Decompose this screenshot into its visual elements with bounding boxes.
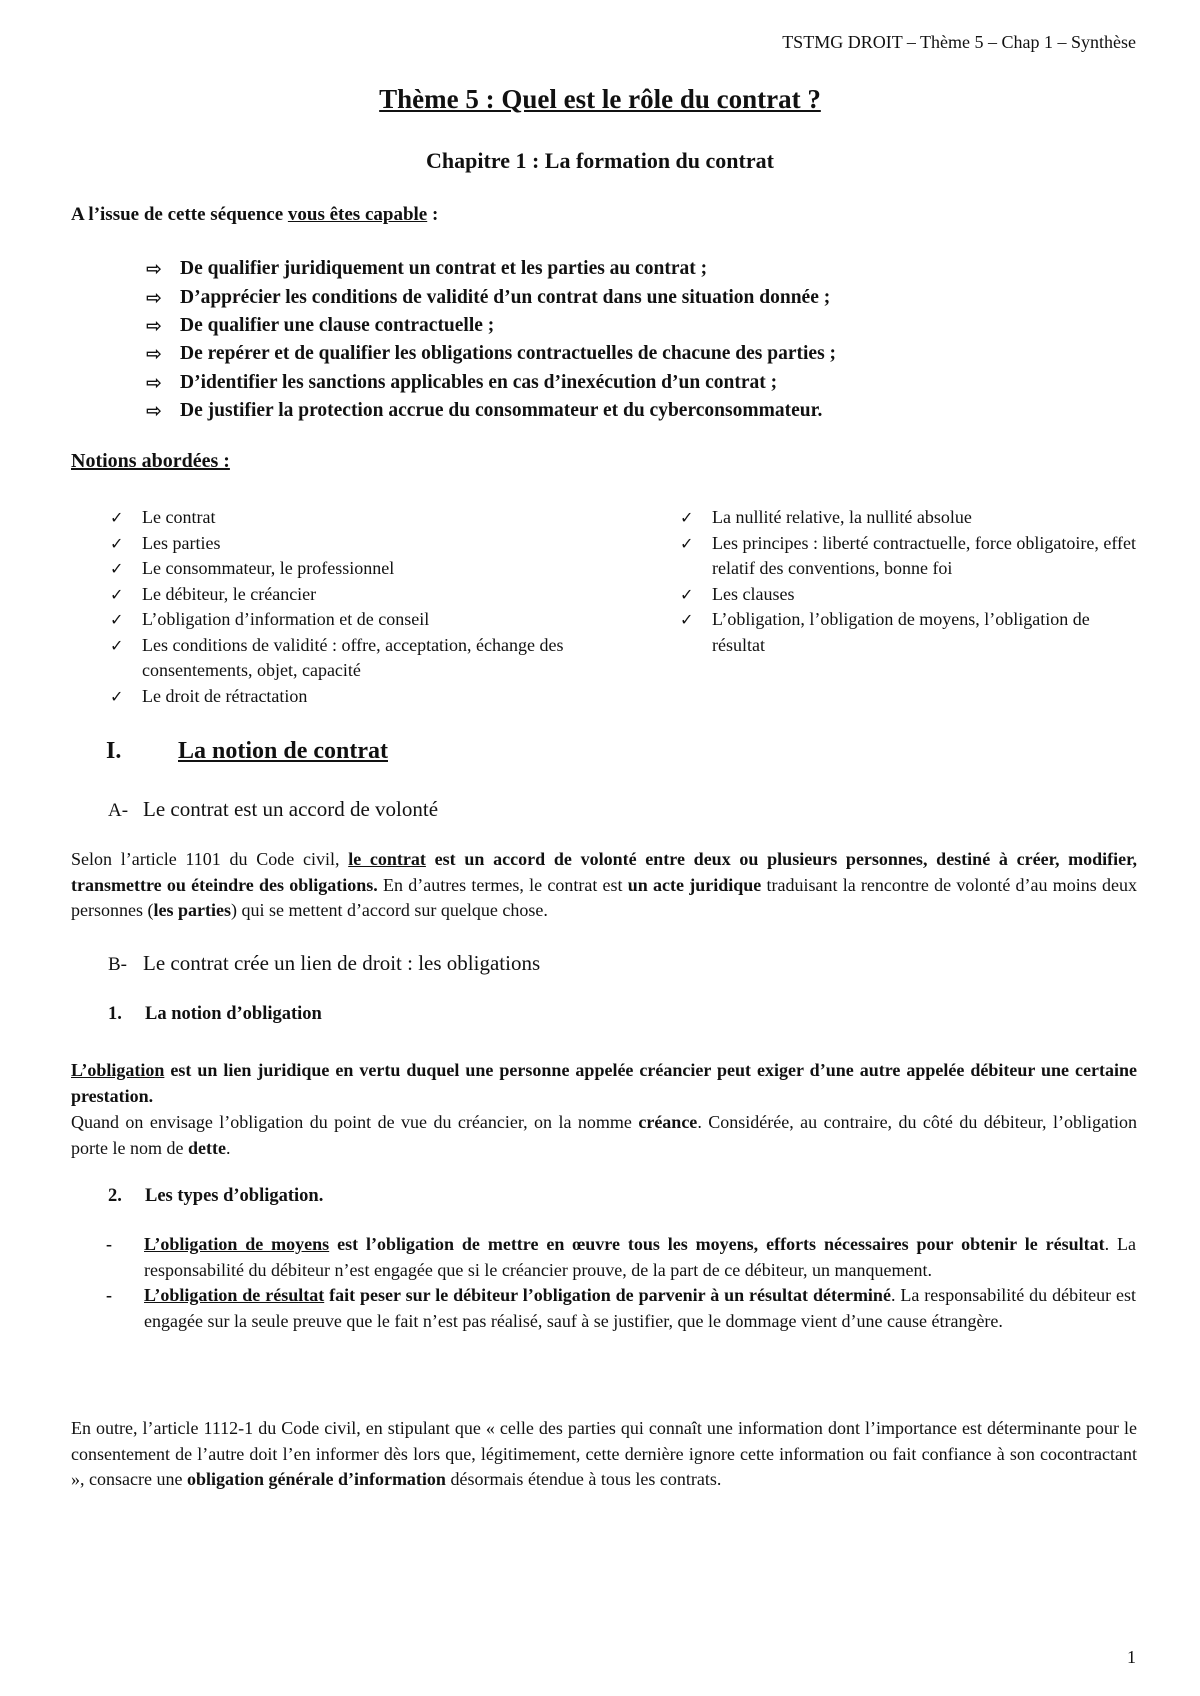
goal-text: D’identifier les sanctions applicables en cas d’inexécution d’un contrat ;: [180, 371, 778, 393]
checkmark-icon: ✓: [680, 533, 694, 553]
numbered-heading-1: [108, 1004, 322, 1025]
goals-intro: [71, 204, 438, 226]
notion-item: [106, 531, 586, 557]
notion-item: [676, 505, 1146, 531]
text-run: est un lien juridique en vertu duquel une personne appelée créancier peut exiger d’une autre appelée débiteur une certaine prestation.: [71, 1060, 1137, 1106]
notion-text: Le droit de rétractation: [142, 685, 308, 706]
goal-text: D’apprécier les conditions de validité d’un contrat dans une situation donnée ;: [180, 286, 831, 308]
text-run: . Considérée, au contraire, du côté du débiteur, l’obligation porte le nom de: [71, 1112, 1137, 1158]
goals-list: [146, 255, 836, 425]
list-item-text: [144, 1232, 1136, 1283]
goals-intro-text: A l’issue de cette séquence: [71, 204, 288, 225]
goal-item: [146, 397, 836, 425]
checkmark-icon: ✓: [110, 559, 124, 578]
heading-number: 2.: [108, 1186, 122, 1206]
checkmark-icon: ✓: [110, 635, 124, 655]
notion-text: Le contrat: [142, 507, 216, 527]
section-number: I.: [106, 738, 122, 764]
heading-title: Les types d’obligation.: [145, 1186, 324, 1206]
text-run: En outre, l’article 1112-1 du Code civil, en stipulant que « celle des parties qui connaît une information dont l’importance est déterminante pour le consentement de l’autre doit l’en informer dès lors que, légitimement, cette dernière ignore cette information ou fait confiance à son cocontractant », consacre une: [71, 1418, 1137, 1489]
text-run: . La responsabilité du débiteur est engagée sur la seule preuve que le fait n’est pas réalisé, sauf à se justifier, que le dommage vient d’une cause étrangère.: [144, 1285, 1136, 1331]
numbered-heading-2: [108, 1186, 323, 1207]
notions-list-left: [106, 505, 586, 709]
notion-item: [106, 556, 586, 582]
checkmark-icon: ✓: [680, 508, 694, 527]
obligation-types-list: [106, 1232, 1136, 1334]
checkmark-icon: ✓: [110, 584, 124, 604]
text-run: Quand on envisage l’obligation du point de vue du créancier, on la nomme: [71, 1112, 639, 1132]
notion-text: La nullité relative, la nullité absolue: [712, 507, 972, 527]
text-run: dette: [187, 1137, 226, 1158]
bullet-icon: -: [106, 1234, 112, 1254]
arrow-icon: ⇨: [146, 371, 162, 394]
text-run: En d’autres termes, le contrat est: [377, 874, 628, 895]
bullet-icon: -: [106, 1285, 112, 1305]
goal-item: [146, 369, 836, 397]
notion-text: Les clauses: [712, 583, 795, 604]
goal-text: De repérer et de qualifier les obligations contractuelles de chacune des parties ;: [180, 343, 837, 365]
goal-item: [146, 312, 836, 340]
list-item: [106, 1283, 1136, 1334]
list-item-text: [144, 1283, 1136, 1334]
information-obligation-paragraph: [71, 1416, 1137, 1493]
notion-text: Les principes : liberté contractuelle, force obligatoire, effet relatif des conventions, bonne foi: [712, 532, 1136, 578]
notion-text: Le débiteur, le créancier: [142, 583, 317, 604]
goal-item: [146, 340, 836, 368]
goals-intro-underlined: vous êtes capable: [287, 204, 428, 225]
text-run: L’obligation de moyens: [144, 1234, 330, 1254]
goal-item: [146, 255, 836, 283]
arrow-icon: ⇨: [146, 258, 162, 281]
page-title: Thème 5 : Quel est le rôle du contrat ?: [379, 84, 821, 114]
text-run: ) qui se mettent d’accord sur quelque chose.: [230, 900, 548, 920]
notion-item: [676, 531, 1146, 582]
subsection-heading-a: [108, 797, 438, 822]
text-run: obligation générale d’information: [186, 1469, 446, 1489]
text-run: désormais étendue à tous les contrats.: [445, 1469, 722, 1489]
section-heading: [106, 738, 388, 765]
text-run: les parties: [153, 900, 231, 920]
notion-text: Les parties: [142, 532, 221, 553]
notions-list-right: [676, 505, 1146, 658]
heading-number: 1.: [108, 1004, 122, 1024]
text-run: créance: [638, 1112, 698, 1132]
arrow-icon: ⇨: [146, 286, 162, 309]
checkmark-icon: ✓: [110, 508, 124, 527]
text-run: un acte juridique: [627, 874, 762, 895]
text-run: L’obligation: [71, 1060, 165, 1080]
subsection-letter: B-: [108, 954, 127, 975]
notion-text: Le consommateur, le professionnel: [142, 558, 395, 578]
page-number: 1: [1127, 1647, 1136, 1667]
arrow-icon: ⇨: [146, 314, 162, 337]
text-run: L’obligation de résultat: [144, 1285, 325, 1305]
notion-item: [106, 505, 586, 531]
text-run: traduisant la rencontre de volonté d’au moins deux personnes (: [71, 874, 1138, 920]
checkmark-icon: ✓: [110, 533, 124, 553]
text-run: est un accord de volonté entre deux ou plusieurs personnes, destiné à créer, modifier, transmettre ou éteindre des obligations.: [71, 849, 1138, 895]
notion-text: L’obligation, l’obligation de moyens, l’obligation de résultat: [712, 609, 1090, 655]
subsection-title: Le contrat crée un lien de droit : les obligations: [143, 951, 541, 975]
text-run: fait peser sur le débiteur l’obligation de parvenir à un résultat déterminé: [324, 1285, 891, 1305]
checkmark-icon: ✓: [110, 686, 124, 706]
notion-item: [106, 684, 586, 710]
subsection-heading-b: [108, 951, 540, 976]
list-item: [106, 1232, 1136, 1283]
heading-title: La notion d’obligation: [145, 1004, 322, 1024]
contract-definition-paragraph: [71, 847, 1137, 924]
notion-item: [676, 582, 1146, 608]
text-run: est l’obligation de mettre en œuvre tous les moyens, efforts nécessaires pour obtenir le résultat: [329, 1234, 1105, 1254]
obligation-definition-paragraph: [71, 1058, 1137, 1109]
subsection-title: Le contrat est un accord de volonté: [143, 797, 439, 821]
page-header: TSTMG DROIT – Thème 5 – Chap 1 – Synthèse: [782, 32, 1136, 52]
subsection-letter: A-: [108, 800, 129, 821]
goal-text: De qualifier juridiquement un contrat et les parties au contrat ;: [180, 258, 708, 280]
notion-item: [676, 607, 1146, 658]
text-run: . La responsabilité du débiteur n’est engagée que si le créancier prouve, de la part de ce débiteur, un manquement.: [144, 1234, 1136, 1280]
text-run: .: [225, 1137, 231, 1158]
chapter-title: Chapitre 1 : La formation du contrat: [426, 148, 774, 173]
notion-item: [106, 607, 586, 633]
checkmark-icon: ✓: [680, 610, 694, 629]
arrow-icon: ⇨: [146, 343, 162, 366]
section-title: La notion de contrat: [178, 738, 388, 764]
goals-intro-colon: :: [427, 204, 439, 225]
text-run: le contrat: [348, 849, 426, 869]
checkmark-icon: ✓: [110, 610, 124, 629]
goal-item: [146, 283, 836, 311]
notion-text: L’obligation d’information et de conseil: [142, 609, 430, 629]
notion-item: [106, 582, 586, 608]
text-run: Selon l’article 1101 du Code civil,: [71, 849, 349, 869]
obligation-sides-paragraph: [71, 1110, 1137, 1161]
notion-text: Les conditions de validité : offre, acceptation, échange des consentements, objet, capacité: [142, 634, 564, 680]
notion-item: [106, 633, 586, 684]
arrow-icon: ⇨: [146, 400, 162, 423]
checkmark-icon: ✓: [680, 584, 694, 604]
goal-text: De justifier la protection accrue du consommateur et du cyberconsommateur.: [180, 400, 823, 422]
notions-title: Notions abordées :: [71, 450, 230, 472]
goal-text: De qualifier une clause contractuelle ;: [180, 314, 495, 336]
